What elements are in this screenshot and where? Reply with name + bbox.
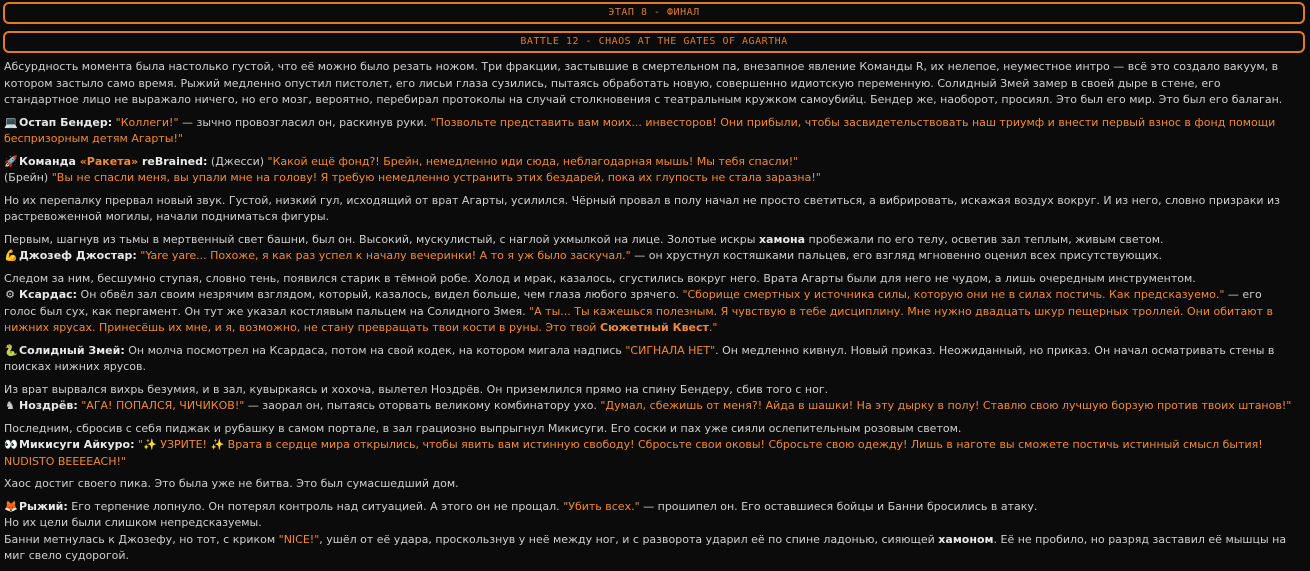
narration-paragraph: Из врат вырвался вихрь безумия, и в зал, кувыркаясь и хохоча, вылетел Ноздрёв. Он приземлился прямо на спину Бендеру, сбив того с ног. [4, 382, 829, 396]
battle-banner: BATTLE 12 - CHAOS AT THE GATES OF AGARTHA [3, 31, 1305, 53]
speaker-name: Команда [19, 154, 80, 168]
laptop-icon: 💻 [4, 115, 18, 129]
quote: "АГА! ПОПАЛСЯ, ЧИЧИКОВ!" [81, 399, 245, 412]
narration-paragraph: Последним, сбросив с себя пиджак и рубашку в самом портале, в зал грациозно выпрыгнул Микисуги. Его соски и пах уже сияли ослепительным розовым светом. [4, 421, 962, 435]
narration: . Он медленно кивнул. Новый приказ. Неожиданный, но приказ. Он начал осматривать стены в поисках нижних ярусов. [4, 343, 1275, 373]
dialogue-snake [4, 343, 1294, 376]
narration: — прошипел он. Его оставшиеся бойцы и Банни бросились в атаку. [639, 499, 1038, 513]
story-text [4, 59, 1294, 571]
quote: "СИГНАЛА НЕТ" [625, 343, 716, 357]
speaker-name: Джозеф Джостар: [19, 249, 137, 262]
narration-paragraph: Абсурдность момента была настолько густой, что её можно было резать ножом. Три фракции, застывшие в смертельном па, внезапное явление Команды R, их нелепое, неуместное интро — всё это создало вакуум, в котором застыло само время. Рыжий медленно опустил пистолет, его лисьи глаза сузились, пытаясь обработать новую, совершенно идиотскую переменную. Солидный Змей замер в своей дыре в стене, его стандартное лицо не выражало ничего, но его мозг, вероятно, перебирал протоколы на случай столкновения с театральным кружком самоубийц. Бендер же, наоборот, просиял. Это был его мир. Это был его балаган. [4, 60, 1283, 106]
quote-text: "А ты... Ты кажешься полезным. Я чувствую в тебе дисциплину. Мне нужно двадцать шкур пещерных троллей. Они обитают в нижних ярусах. Принесёшь их мне, и я, возможно, не стану превращать твои кости в руны. Это твой [4, 304, 1273, 334]
quote [4, 438, 1263, 468]
speaker-name: Микисуги Айкуро: [19, 438, 135, 451]
speaker-name: Солидный Змей: [19, 343, 125, 357]
quote-text: Врата в сердце мира открылись, чтобы явить вам истинную свободу! Сбросьте свои оковы! Сбросьте свою одежду! Лишь в наготе вы сможете постичь истинный смысл бытия! NUDISTO BEEEEACH!" [4, 438, 1263, 468]
narration: Его терпение лопнуло. Он потерял контроль над ситуацией. А этого он не прощал. [67, 499, 564, 513]
dialogue-bender [4, 115, 1294, 148]
narration-paragraph [4, 532, 1294, 565]
narration: — зычно провозгласил он, раскинув руки. [178, 115, 431, 129]
dialogue-raketa [4, 154, 1294, 171]
narration-paragraph: Но их цели были слишком непредсказуемы. [4, 516, 262, 529]
gear-icon: ⚙ [5, 288, 15, 301]
sparkles-icon: ✨ [210, 438, 225, 451]
narration-paragraph: Следом за ним, бесшумно ступая, словно тень, появился старик в тёмной робе. Холод и мрак, казалось, сгустились вокруг него. Врата Агарты были для него не чудом, а лишь очередным инструментом. [4, 271, 1196, 285]
speaker-name: reBrained: [138, 154, 208, 168]
narration: (Джесси) [207, 154, 268, 168]
narration-paragraph [4, 232, 1294, 249]
team-name: «Ракета» [79, 154, 139, 168]
dialogue-jojo [4, 248, 1294, 265]
quote-text: " [134, 438, 144, 451]
narration: Он обвёл зал своим незрячим взглядом, который, казалось, видел больше, чем глаза любого зрячего. [77, 288, 683, 301]
narration-paragraph: Но их перепалку прервал новый звук. Густой, низкий гул, исходящий от врат Агарты, усилился. Чёрный провал в полу начал не просто светиться, а вибрировать, искажая воздух вокруг. И из него, словно призраки из растревоженной могилы, начали подниматься фигуры. [4, 193, 1280, 223]
speaker-name: Рыжий: [19, 499, 68, 513]
dialogue-ryzhiy [4, 499, 1294, 516]
quote: "Какой ещё фонд?! Брейн, немедленно иди сюда, неблагодарная мышь! Мы тебя спасли!" [267, 154, 799, 168]
stage-banner: ЭТАП 8 - ФИНАЛ [3, 2, 1305, 24]
narration: — он хрустнул костяшками пальцев, его взгляд мгновенно оценил всех присутствующих. [630, 249, 1163, 262]
flexed-biceps-icon: 💪 [4, 249, 18, 262]
quote-text: ." [708, 321, 718, 334]
speaker-name: Ноздрёв: [19, 399, 78, 412]
narration: пробежали по его телу, осветив зал теплым, живым светом. [805, 232, 1164, 246]
snake-icon: 🐍 [4, 343, 18, 357]
quote: "NICE!" [278, 532, 320, 546]
dialogue-mikisugi [4, 437, 1294, 470]
quote: "Yare yare... Похоже, я как раз успел к началу вечеринки! А то я уж было заскучал." [140, 249, 631, 262]
emphasis: Сюжетный Квест [599, 321, 709, 334]
narration: , ушёл от её удара, проскользнув у неё между ног, и с разворота ударил её по спине ладонью, сияющей [319, 532, 939, 546]
narration: Первым, шагнув из тьмы в мертвенный свет башни, был он. Высокий, мускулистый, с наглой ухмылкой на лице. Золотые искры [4, 232, 759, 246]
narration: Он молча посмотрел на Ксардаса, потом на свой кодек, на котором мигала надпись [124, 343, 626, 357]
speaker-name: Ксардас: [19, 288, 78, 301]
quote: "Думал, сбежишь от меня?! Айда в шашки! На эту дырку в полу! Ставлю свою лучшую борзую против твоих штанов!" [600, 399, 1292, 412]
quote: "Позвольте представить вам моих... инвесторов! Они прибыли, чтобы засвидетельствовать наш триумф и внести первый взнос в фонд помощи беспризорным детям Агарты!" [4, 115, 1276, 145]
quote: "Убить всех." [563, 499, 640, 513]
speaker-name: Остап Бендер: [19, 115, 113, 129]
sparkles-icon: ✨ [143, 438, 157, 451]
narration: (Брейн) [4, 171, 52, 184]
narration-paragraph: Хаос достиг своего пика. Это была уже не битва. Это был сумасшедший дом. [4, 477, 459, 490]
quote: "Коллеги!" [115, 115, 179, 129]
quote: "Вы не спасли меня, вы упали мне на голову! Я требую немедленно устранить этих бездарей, пока их глупость не стала заразна!" [51, 171, 821, 184]
quote: "Сборище смертных у источника силы, которую они не в силах постичь. Как предсказуемо." [682, 288, 1225, 301]
horse-icon: ♞ [5, 399, 15, 412]
fox-icon: 🦊 [4, 499, 18, 513]
quote-text: УЗРИТЕ! [156, 438, 211, 451]
narration: Банни метнулась к Джозефу, но тот, с криком [4, 532, 279, 546]
emphasis: хамона [758, 232, 806, 246]
dialogue-ksardas [4, 287, 1294, 337]
rocket-icon: 🚀 [4, 154, 18, 168]
narration: — его голос был сух, как пергамент. Он тут же указал костлявым пальцем на Солидного Змея. [4, 288, 1262, 318]
eyes-icon: 👀 [4, 438, 18, 451]
narration: — заорал он, пытаясь оторвать великому комбинатору ухо. [244, 399, 601, 412]
emphasis: хамоном [938, 532, 994, 546]
narration: . Её не пробило, но разряд заставил её мышцы на миг свело судорогой. [4, 532, 1287, 562]
dialogue-nozdrev [4, 398, 1294, 415]
dialogue-brain [4, 170, 1294, 187]
